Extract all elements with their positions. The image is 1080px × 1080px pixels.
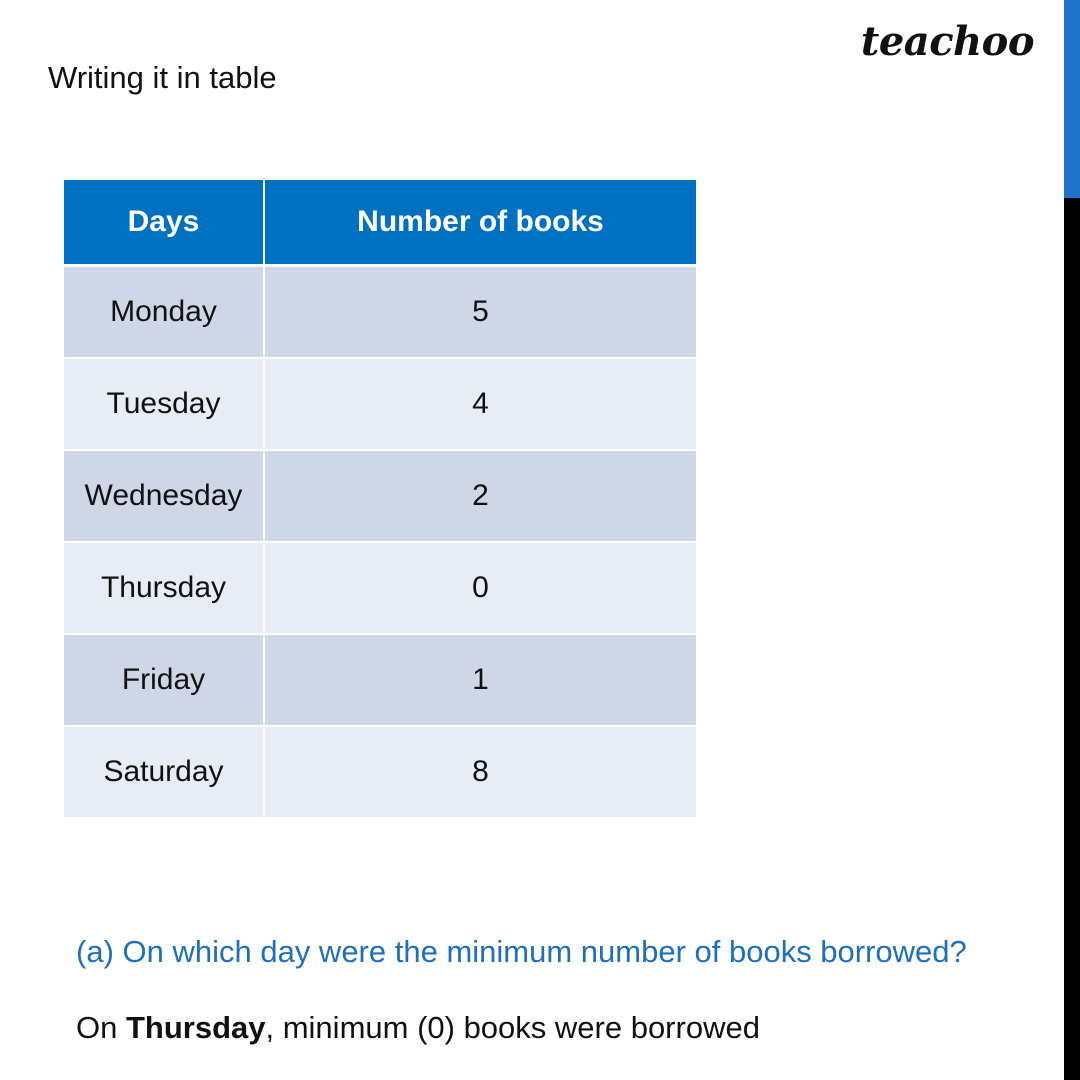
day-cell: Monday: [64, 266, 264, 359]
day-cell: Wednesday: [64, 450, 264, 542]
teachoo-logo: teachoo: [860, 18, 1034, 65]
answer-suffix: , minimum (0) books were borrowed: [265, 1010, 760, 1045]
table-row: [64, 358, 696, 450]
books-cell: 4: [264, 358, 696, 450]
answer-text: [76, 1010, 760, 1046]
table-row: [64, 726, 696, 818]
header-days: Days: [64, 180, 264, 266]
day-cell: Friday: [64, 634, 264, 726]
right-edge-accent: [1064, 0, 1080, 198]
books-cell: 1: [264, 634, 696, 726]
table-header-row: [64, 180, 696, 266]
question-text: (a) On which day were the minimum number of books borrowed?: [76, 934, 967, 969]
answer-day: Thursday: [125, 1010, 266, 1045]
day-cell: Saturday: [64, 726, 264, 818]
right-edge-bar: [1064, 0, 1080, 1080]
books-cell: 0: [264, 542, 696, 634]
day-cell: Thursday: [64, 542, 264, 634]
books-cell: 5: [264, 266, 696, 359]
table-row: [64, 266, 696, 359]
books-cell: 2: [264, 450, 696, 542]
answer-prefix: On: [76, 1010, 126, 1045]
page-heading: Writing it in table: [48, 60, 277, 95]
books-table: [64, 180, 696, 819]
books-cell: 8: [264, 726, 696, 818]
table-row: [64, 542, 696, 634]
table-row: [64, 450, 696, 542]
header-number-of-books: Number of books: [264, 180, 696, 266]
day-cell: Tuesday: [64, 358, 264, 450]
table-row: [64, 634, 696, 726]
